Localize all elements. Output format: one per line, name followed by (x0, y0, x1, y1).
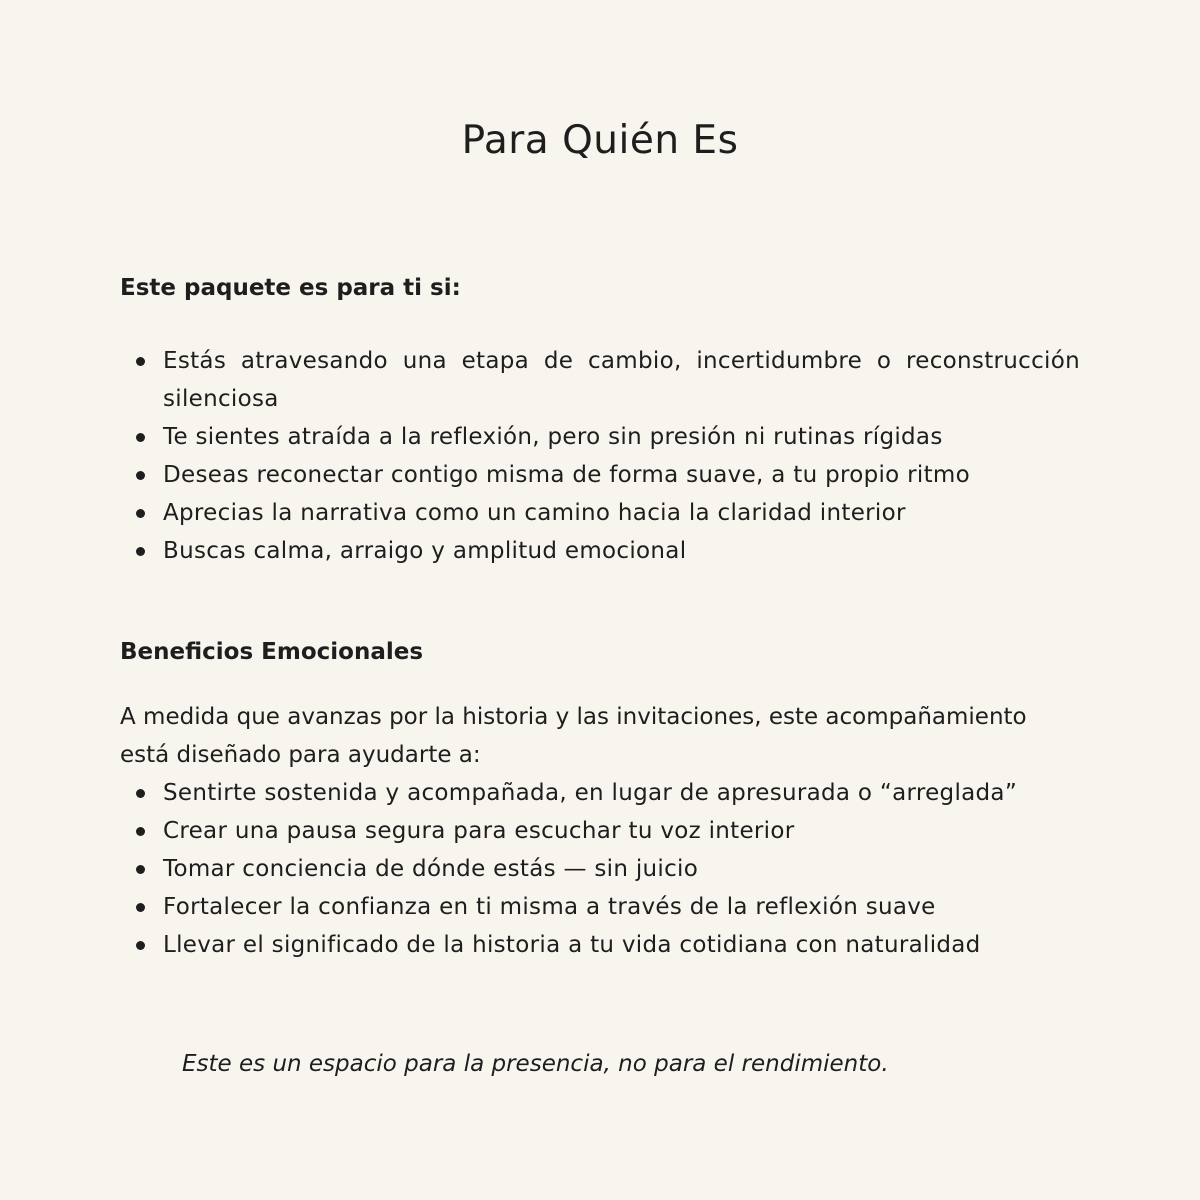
page-title: Para Quién Es (461, 118, 739, 163)
list-item-text: Crear una pausa segura para escuchar tu voz interior (163, 818, 795, 844)
benefits-list (120, 774, 1080, 964)
closing-statement: Este es un espacio para la presencia, no para el rendimiento. (182, 1051, 889, 1077)
list-item-text: Fortalecer la confianza en ti misma a través de la reflexión suave (163, 894, 936, 920)
list-item (120, 418, 1080, 456)
list-item-text: Deseas reconectar contigo misma de forma suave, a tu propio ritmo (163, 462, 971, 488)
bullet-icon (136, 471, 145, 480)
list-item (120, 812, 1080, 850)
list-item (120, 850, 1080, 888)
bullet-icon (136, 827, 145, 836)
list-item-text: Aprecias la narrativa como un camino hacia la claridad interior (163, 500, 906, 526)
list-item-text: Estás atravesando una etapa de cambio, incertidumbre o reconstrucción silenciosa (163, 348, 1080, 412)
bullet-icon (136, 509, 145, 518)
bullet-icon (136, 941, 145, 950)
list-item (120, 532, 1080, 570)
list-item-text: Te sientes atraída a la reflexión, pero sin presión ni rutinas rígidas (163, 424, 943, 450)
list-item (120, 926, 1080, 964)
bullet-icon (136, 903, 145, 912)
audience-list (120, 342, 1080, 570)
bullet-icon (136, 547, 145, 556)
list-item (120, 494, 1080, 532)
bullet-icon (136, 789, 145, 798)
list-item-text: Tomar conciencia de dónde estás — sin juicio (163, 856, 699, 882)
list-item-text: Sentirte sostenida y acompañada, en lugar de apresurada o “arreglada” (163, 780, 1018, 806)
benefits-intro: A medida que avanzas por la historia y las invitaciones, este acompañamiento está diseñado para ayudarte a: (120, 704, 1027, 768)
audience-section (120, 272, 1080, 570)
audience-heading: Este paquete es para ti si: (120, 275, 461, 301)
benefits-section (120, 636, 1080, 964)
list-item (120, 342, 1080, 418)
list-item-text: Llevar el significado de la historia a tu vida cotidiana con naturalidad (163, 932, 981, 958)
list-item-text: Buscas calma, arraigo y amplitud emocional (163, 538, 687, 564)
benefits-heading: Beneficios Emocionales (120, 639, 424, 665)
bullet-icon (136, 433, 145, 442)
list-item (120, 774, 1080, 812)
bullet-icon (136, 357, 145, 366)
list-item (120, 456, 1080, 494)
list-item (120, 888, 1080, 926)
bullet-icon (136, 865, 145, 874)
